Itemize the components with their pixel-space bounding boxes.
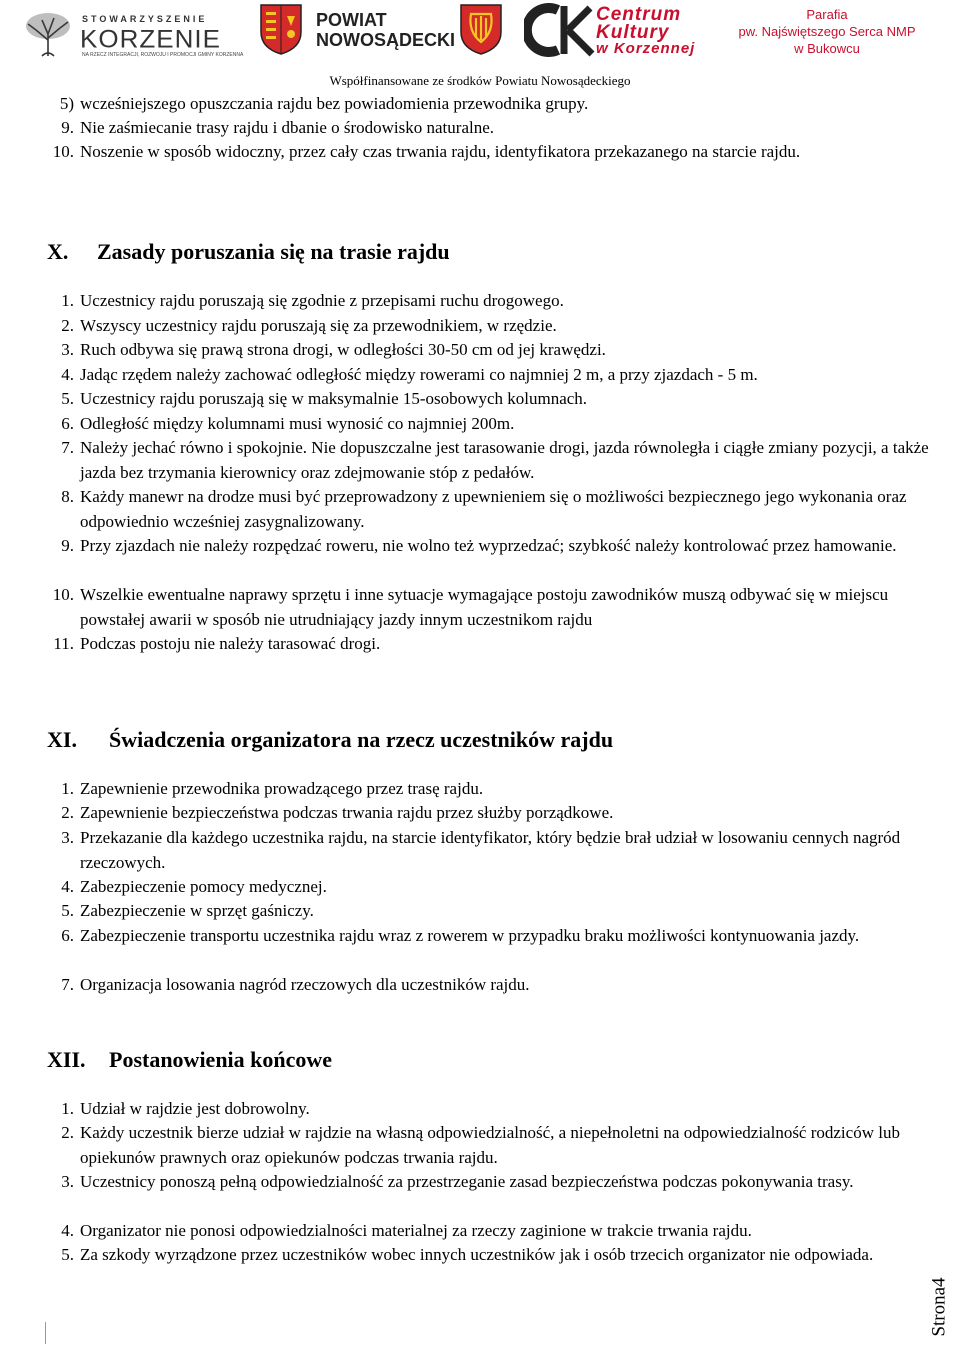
korzenie-top-label: STOWARZYSZENIE bbox=[82, 14, 208, 24]
korzenie-logo bbox=[22, 10, 244, 58]
section-title: Postanowienia końcowe bbox=[109, 1047, 333, 1072]
list-item-number: 6. bbox=[61, 926, 74, 945]
list-item-text: Zabezpieczenie pomocy medycznej. bbox=[80, 877, 327, 896]
list-item-number: 2. bbox=[61, 803, 74, 822]
section-heading bbox=[47, 1047, 332, 1073]
list-item-number: 4. bbox=[61, 365, 74, 384]
list-item-number: 6. bbox=[61, 414, 74, 433]
page-header bbox=[0, 0, 960, 92]
list-item-text: Zabezpieczenie transportu uczestnika rajdu wraz z rowerem w przypadku braku możliwości kontynuowania jazdy. bbox=[80, 926, 860, 945]
list-item-text: Nie zaśmiecanie trasy rajdu i dbanie o środowisko naturalne. bbox=[80, 118, 495, 137]
list-item-number: 9. bbox=[61, 118, 74, 137]
list-item-text: Podczas postoju nie należy tarasować drogi. bbox=[80, 634, 381, 653]
centrum-kultury-logo bbox=[524, 2, 724, 58]
list-item-text: Wszelkie ewentualne naprawy sprzętu i inne sytuacje wymagające postoju zawodników muszą odbywać się w miejscu powstałej awarii w sposób nie utrudniający jazdy innym uczestnikom rajdu bbox=[80, 585, 889, 629]
section-number: XI. bbox=[47, 727, 77, 752]
list-item-number: 2. bbox=[61, 1123, 74, 1142]
list-item-text: Za szkody wyrządzone przez uczestników wobec innych uczestników jak i osób trzecich organizator nie odpowiada. bbox=[80, 1245, 874, 1264]
list-item-number: 2. bbox=[61, 316, 74, 335]
parafia-line3: w Bukowcu bbox=[794, 41, 860, 56]
list-item-text: Odległość między kolumnami musi wynosić co najmniej 200m. bbox=[80, 414, 515, 433]
list-item-text: Ruch odbywa się prawą strona drogi, w odległości 30-50 cm od jej krawędzi. bbox=[80, 340, 606, 359]
list-item-text: Należy jechać równo i spokojnie. Nie dopuszczalne jest tarasowanie drogi, jazda równoległa i ciągłe zmiany pozycji, a także jazda bez trzymania kierownicy oraz zdejmowanie stóp z pedałów. bbox=[80, 438, 929, 482]
tree-icon bbox=[22, 10, 74, 58]
parafia-label bbox=[732, 6, 922, 57]
list-item-text: Zapewnienie bezpieczeństwa podczas trwania rajdu przez służby porządkowe. bbox=[80, 803, 614, 822]
list-item-number: 5. bbox=[61, 389, 74, 408]
list-item-text: Przekazanie dla każdego uczestnika rajdu, na starcie identyfikator, który będzie brał udział w losowaniu cennych nagród rzeczowych. bbox=[80, 828, 901, 872]
section-title: Zasady poruszania się na trasie rajdu bbox=[97, 239, 450, 264]
shield-icon bbox=[258, 2, 304, 56]
centrum-line2: Kultury bbox=[596, 22, 670, 43]
list-item-number: 8. bbox=[61, 487, 74, 506]
list-item-number: 9. bbox=[61, 536, 74, 555]
section-number: XII. bbox=[47, 1047, 86, 1072]
section-heading bbox=[47, 727, 613, 753]
list-item-number: 1. bbox=[61, 779, 74, 798]
lyre-emblem-icon bbox=[458, 2, 504, 56]
list-item-text: Każdy manewr na drodze musi być przeprowadzony z upewnieniem się o możliwości bezpiecznego jego wykonania oraz odpowiednio wcześniej zasygnalizowany. bbox=[80, 487, 907, 531]
list-item-number: 4. bbox=[61, 1221, 74, 1240]
powiat-name bbox=[316, 10, 455, 50]
margin-marker bbox=[45, 1322, 46, 1344]
list-item-text: Jadąc rzędem należy zachować odległość między rowerami co najmniej 2 m, a przy zjazdach - 5 m. bbox=[80, 365, 758, 384]
korzenie-subtitle: NA RZECZ INTEGRACJI, ROZWOJU I PROMOCJI GMINY KORZENNA bbox=[82, 52, 244, 58]
list-item-number: 1. bbox=[61, 291, 74, 310]
page-number bbox=[928, 1270, 958, 1346]
list-item-text: Przy zjazdach nie należy rozpędzać roweru, nie wolno też wyprzedzać; szybkość należy kontrolować przez hamowanie. bbox=[80, 536, 897, 555]
list-item-text: Uczestnicy rajdu poruszają się w maksymalnie 15-osobowych kolumnach. bbox=[80, 389, 588, 408]
list-item-text: Każdy uczestnik bierze udział w rajdzie na własną odpowiedzialność, a niepełnoletni na odpowiedzialność rodziców lub opiekunów prawnych oraz opiekunów podczas trwania rajdu. bbox=[80, 1123, 900, 1167]
list-item-number: 3. bbox=[61, 1172, 74, 1191]
list-item-number: 5. bbox=[61, 1245, 74, 1264]
list-item-number: 11. bbox=[53, 634, 74, 653]
page-number-label: Strona4 bbox=[928, 1277, 950, 1337]
list-item-text: Organizator nie ponosi odpowiedzialności materialnej za rzeczy zaginione w trakcie trwania rajdu. bbox=[80, 1221, 752, 1240]
list-item-text: Zapewnienie przewodnika prowadzącego przez trasę rajdu. bbox=[80, 779, 484, 798]
powiat-line2: NOWOSĄDECKI bbox=[316, 30, 455, 50]
list-item-text: Noszenie w sposób widoczny, przez cały czas trwania rajdu, identyfikatora przekazanego na starcie rajdu. bbox=[80, 142, 801, 161]
section-heading bbox=[47, 239, 450, 265]
list-item-number: 7. bbox=[61, 438, 74, 457]
list-item-text: Zabezpieczenie w sprzęt gaśniczy. bbox=[80, 901, 314, 920]
list-item-number: 3. bbox=[61, 340, 74, 359]
centrum-line3: w Korzennej bbox=[596, 40, 696, 57]
list-item-text: Uczestnicy rajdu poruszają się zgodnie z przepisami ruchu drogowego. bbox=[80, 291, 564, 310]
list-item-number: 10. bbox=[52, 585, 74, 604]
list-item-text: Udział w rajdzie jest dobrowolny. bbox=[80, 1099, 310, 1118]
list-item-number: 7. bbox=[61, 975, 74, 994]
list-item-number: 1. bbox=[61, 1099, 74, 1118]
list-item-number: 5. bbox=[61, 901, 74, 920]
list-item-text: Uczestnicy ponoszą pełną odpowiedzialność za przestrzeganie zasad bezpieczeństwa podczas pokonywania trasy. bbox=[80, 1172, 854, 1191]
korzenie-name: KORZENIE bbox=[80, 24, 221, 54]
parafia-line1: Parafia bbox=[806, 7, 848, 22]
ck-monogram-icon bbox=[524, 2, 596, 58]
list-item-text: wcześniejszego opuszczania rajdu bez powiadomienia przewodnika grupy. bbox=[80, 94, 589, 113]
list-item-number: 10. bbox=[52, 142, 74, 161]
section-title: Świadczenia organizatora na rzecz uczestników rajdu bbox=[109, 727, 614, 752]
list-item-text: Organizacja losowania nagród rzeczowych dla uczestników rajdu. bbox=[80, 975, 530, 994]
powiat-line1: POWIAT bbox=[316, 10, 387, 30]
list-item-number: 3. bbox=[61, 828, 74, 847]
cofinance-note: Współfinansowane ze środków Powiatu Nowosądeckiego bbox=[329, 73, 631, 88]
list-item-number: 4. bbox=[61, 877, 74, 896]
section-number: X. bbox=[47, 239, 69, 264]
list-item-text: Wszyscy uczestnicy rajdu poruszają się za przewodnikiem, w rzędzie. bbox=[80, 316, 557, 335]
parafia-line2: pw. Najświętszego Serca NMP bbox=[738, 24, 916, 39]
powiat-logo bbox=[258, 2, 455, 58]
list-item-number: 5) bbox=[59, 94, 74, 113]
centrum-line1: Centrum bbox=[596, 4, 682, 25]
